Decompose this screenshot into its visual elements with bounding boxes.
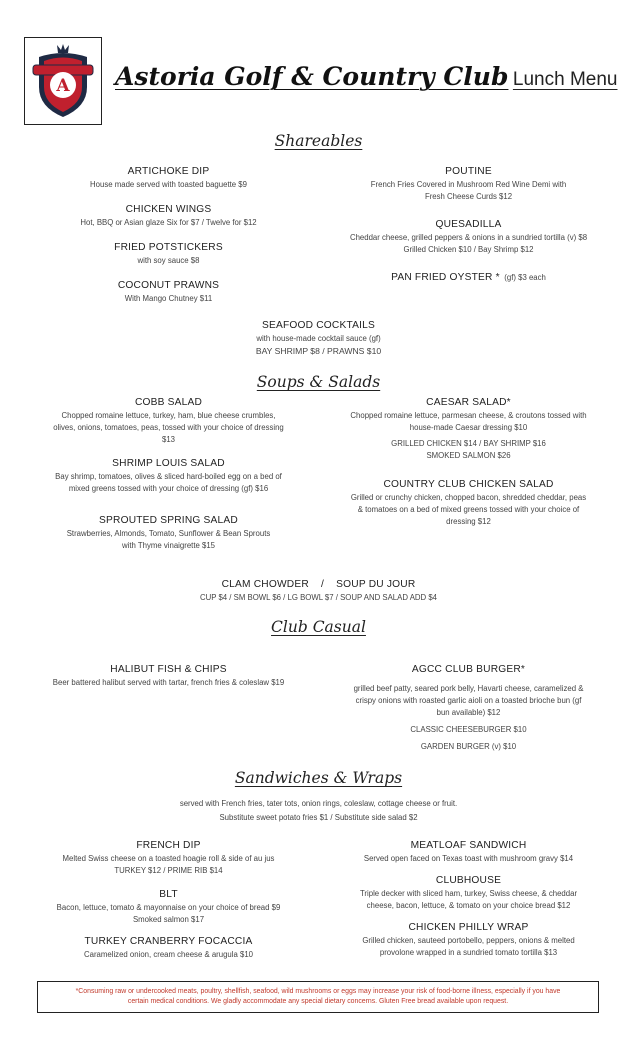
item-desc: with Thyme vinaigrette $15 bbox=[121, 541, 216, 550]
section-title-shareables: Shareables bbox=[274, 132, 363, 150]
menu-item-halibut-fish-chips bbox=[0, 663, 337, 689]
item-desc: & tomatoes on a bed of mixed greens tossed with your choice of bbox=[357, 505, 580, 514]
menu-item-turkey-cranberry-focaccia bbox=[0, 935, 337, 961]
item-desc: grilled beef patty, seared pork belly, Havarti cheese, caramelized & bbox=[353, 684, 584, 693]
item-desc: olives, onions, tomatoes, peas, tossed with your choice of dressing bbox=[53, 423, 284, 432]
item-desc: TURKEY $12 / PRIME RIB $14 bbox=[114, 866, 223, 875]
item-name: TURKEY CRANBERRY FOCACCIA bbox=[84, 936, 253, 947]
menu-title bbox=[115, 62, 617, 91]
item-desc: cheese, bacon, lettuce, & tomato on your choice bread $12 bbox=[366, 901, 571, 910]
item-desc: Grilled chicken, sauteed portobello, peppers, onions & melted bbox=[362, 936, 575, 945]
menu-item-caesar-salad bbox=[317, 396, 620, 462]
menu-item-artichoke-dip bbox=[0, 165, 337, 191]
item-desc: Grilled Chicken $10 / Bay Shrimp $12 bbox=[403, 245, 534, 254]
item-desc: BAY SHRIMP $8 / PRAWNS $10 bbox=[255, 346, 382, 356]
intro-text: served with French fries, tater tots, onion rings, coleslaw, cottage cheese or fruit. bbox=[179, 799, 458, 808]
menu-item-chicken-wings bbox=[0, 203, 337, 229]
item-name: SHRIMP LOUIS SALAD bbox=[112, 458, 225, 469]
menu-item-fried-potstickers bbox=[0, 241, 337, 267]
item-name: QUESADILLA bbox=[435, 219, 502, 230]
item-price: (gf) $3 each bbox=[504, 273, 546, 282]
item-desc: provolone wrapped in a sundried tomato tortilla $13 bbox=[379, 948, 558, 957]
menu-item-cobb-salad bbox=[0, 396, 337, 446]
item-desc: mixed greens tossed with your choice of dressing (gf) $16 bbox=[68, 484, 269, 493]
intro-text: Substitute sweet potato fries $1 / Substitute side salad $2 bbox=[219, 813, 418, 822]
item-name: MEATLOAF SANDWICH bbox=[410, 840, 527, 851]
item-name: BLT bbox=[159, 889, 178, 900]
item-desc: Cheddar cheese, grilled peppers & onions in a sundried tortilla (v) $8 bbox=[349, 233, 588, 242]
menu-label: Lunch Menu bbox=[512, 69, 618, 90]
menu-item-chicken-philly-wrap bbox=[317, 921, 620, 959]
item-desc: Served open faced on Texas toast with mushroom gravy $14 bbox=[363, 854, 574, 863]
item-addon: GRILLED CHICKEN $14 / BAY SHRIMP $16 bbox=[391, 439, 546, 448]
menu-item-seafood-cocktails bbox=[0, 319, 637, 357]
item-desc: dressing $12 bbox=[446, 517, 491, 526]
item-desc: crispy onions with roasted garlic aioli on a toasted brioche bun (gf bbox=[355, 696, 582, 705]
item-desc: with soy sauce $8 bbox=[137, 256, 200, 265]
item-name: FRIED POTSTICKERS bbox=[114, 242, 223, 253]
item-name: COBB SALAD bbox=[134, 397, 203, 408]
item-desc: Chopped romaine lettuce, turkey, ham, blue cheese crumbles, bbox=[61, 411, 276, 420]
item-name: CAESAR SALAD* bbox=[426, 397, 511, 408]
menu-item-quesadilla bbox=[317, 218, 620, 256]
item-desc: $13 bbox=[161, 435, 175, 444]
section-title-sandwiches-wraps: Sandwiches & Wraps bbox=[234, 769, 403, 787]
item-desc: Fresh Cheese Curds $12 bbox=[424, 192, 513, 201]
svg-text:A: A bbox=[56, 76, 70, 96]
item-name: CLAM CHOWDER / SOUP DU JOUR bbox=[221, 579, 416, 590]
item-desc: with house-made cocktail sauce (gf) bbox=[256, 334, 381, 343]
item-desc: bun available) $12 bbox=[436, 708, 501, 717]
item-desc: Grilled or crunchy chicken, chopped bacon, shredded cheddar, peas bbox=[350, 493, 587, 502]
menu-item-poutine bbox=[317, 165, 620, 203]
menu-item-meatloaf-sandwich bbox=[317, 839, 620, 865]
item-desc: Hot, BBQ or Asian glaze Six for $7 / Twelve for $12 bbox=[80, 218, 257, 227]
menu-item-clubhouse bbox=[317, 874, 620, 912]
item-desc: CUP $4 / SM BOWL $6 / LG BOWL $7 / SOUP AND SALAD ADD $4 bbox=[199, 593, 438, 602]
menu-item-blt bbox=[0, 888, 337, 926]
menu-item-agcc-club-burger bbox=[317, 663, 620, 753]
item-desc: Caramelized onion, cream cheese & arugula $10 bbox=[83, 950, 254, 959]
sandwiches-intro bbox=[0, 797, 637, 825]
item-name: POUTINE bbox=[445, 166, 492, 177]
menu-item-pan-fried-oyster bbox=[317, 267, 620, 285]
menu-item-french-dip bbox=[0, 839, 337, 877]
item-name: PAN FRIED OYSTER * bbox=[391, 272, 500, 283]
item-desc: Smoked salmon $17 bbox=[132, 915, 205, 924]
item-name: CLUBHOUSE bbox=[435, 875, 502, 886]
item-name: ARTICHOKE DIP bbox=[127, 166, 210, 177]
item-name: SPROUTED SPRING SALAD bbox=[99, 515, 238, 526]
menu-item-country-club-chicken-salad bbox=[317, 478, 620, 528]
item-addon: SMOKED SALMON $26 bbox=[426, 451, 511, 460]
food-safety-notice bbox=[37, 981, 599, 1013]
club-logo bbox=[24, 37, 102, 125]
item-desc: Bay shrimp, tomatoes, olives & sliced hard-boiled egg on a bed of bbox=[55, 472, 282, 481]
item-name: FRENCH DIP bbox=[136, 840, 201, 851]
menu-item-clam-chowder bbox=[0, 578, 637, 604]
crest-shield-logo-icon bbox=[31, 41, 95, 121]
menu-item-coconut-prawns bbox=[0, 279, 337, 305]
section-title-club-casual: Club Casual bbox=[271, 618, 366, 636]
item-name: COCONUT PRAWNS bbox=[117, 280, 220, 291]
notice-line: *Consuming raw or undercooked meats, poultry, shellfish, seafood, wild mushrooms or eggs may increase your risk of food-borne illness, especially if you have bbox=[75, 988, 561, 995]
item-name: AGCC CLUB BURGER* bbox=[411, 664, 526, 675]
item-desc: Triple decker with sliced ham, turkey, Swiss cheese, & cheddar bbox=[359, 889, 578, 898]
item-desc: Bacon, lettuce, tomato & mayonnaise on your choice of bread $9 bbox=[56, 903, 281, 912]
item-name: SEAFOOD COCKTAILS bbox=[261, 320, 376, 331]
item-addon: GARDEN BURGER (v) $10 bbox=[420, 742, 517, 751]
item-desc: Beer battered halibut served with tartar, french fries & coleslaw $19 bbox=[52, 678, 285, 687]
item-desc: Chopped romaine lettuce, parmesan cheese, & croutons tossed with bbox=[350, 411, 587, 420]
item-desc: house-made Caesar dressing $10 bbox=[409, 423, 528, 432]
item-addon: CLASSIC CHEESEBURGER $10 bbox=[410, 725, 527, 734]
item-desc: With Mango Chutney $11 bbox=[124, 294, 213, 303]
item-desc: French Fries Covered in Mushroom Red Wine Demi with bbox=[370, 180, 567, 189]
item-name: COUNTRY CLUB CHICKEN SALAD bbox=[383, 479, 554, 490]
menu-item-shrimp-louis-salad bbox=[0, 457, 337, 495]
notice-line: certain medical conditions. We gladly accommodate any special dietary concerns. Gluten Free bread available upon request. bbox=[127, 998, 509, 1005]
item-name: HALIBUT FISH & CHIPS bbox=[110, 664, 227, 675]
section-title-soups-salads: Soups & Salads bbox=[256, 373, 381, 391]
menu-item-sprouted-spring-salad bbox=[0, 514, 337, 552]
item-name: CHICKEN WINGS bbox=[125, 204, 212, 215]
item-desc: Melted Swiss cheese on a toasted hoagie roll & side of au jus bbox=[62, 854, 275, 863]
item-desc: House made served with toasted baguette $9 bbox=[90, 180, 247, 189]
club-name: Astoria Golf & Country Club bbox=[115, 62, 509, 91]
item-desc: Strawberries, Almonds, Tomato, Sunflower & Bean Sprouts bbox=[66, 529, 271, 538]
item-name: CHICKEN PHILLY WRAP bbox=[408, 922, 529, 933]
